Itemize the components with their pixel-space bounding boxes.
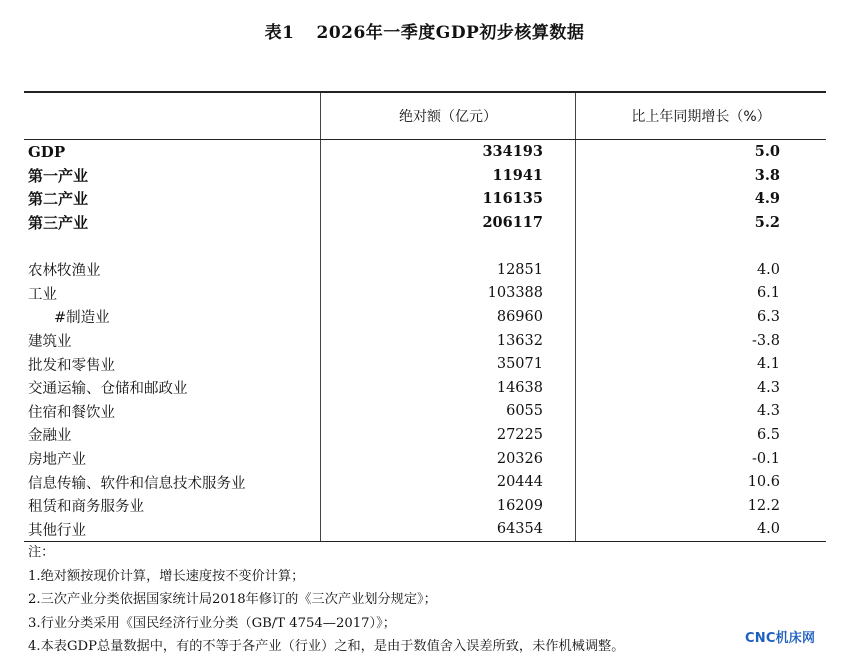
growth-rate-cell: 4.3 (576, 376, 827, 400)
table-row (24, 423, 826, 447)
absolute-value-cell: 20444 (321, 470, 576, 494)
growth-rate-cell: 10.6 (576, 470, 827, 494)
note-item: 4.本表GDP总量数据中，有的不等于各产业（行业）之和，是由于数值舍入误差所致，未作机械调整。 (28, 639, 625, 655)
industry-name-cell: #制造业 (54, 310, 110, 327)
industry-name-cell: 第一产业 (28, 166, 89, 185)
site-watermark: CNC机床网 (745, 631, 816, 646)
industry-name-cell: 农林牧渔业 (28, 263, 101, 280)
table-row (24, 329, 826, 353)
industry-name-cell: 第二产业 (28, 190, 89, 209)
absolute-value-cell: 11941 (321, 164, 576, 188)
growth-rate-cell: 4.9 (576, 187, 827, 211)
industry-name-cell: 批发和零售业 (28, 357, 115, 374)
absolute-value-cell: 14638 (321, 376, 576, 400)
table-number: 表1 (264, 23, 295, 43)
table-row (24, 211, 826, 235)
industry-name-cell: 房地产业 (28, 452, 86, 469)
absolute-value-cell: 86960 (321, 305, 576, 329)
notes-heading: 注： (28, 545, 55, 560)
growth-rate-cell (576, 234, 827, 258)
growth-rate-cell: 6.5 (576, 423, 827, 447)
page-title (0, 18, 849, 43)
table-row (24, 258, 826, 282)
absolute-value-cell: 334193 (321, 140, 576, 164)
growth-rate-cell: 6.3 (576, 305, 827, 329)
growth-rate-cell: 12.2 (576, 494, 827, 518)
header-growth-rate: 比上年同期增长（%） (576, 92, 827, 140)
note-item: 2.三次产业分类依据国家统计局2018年修订的《三次产业划分规定》； (28, 592, 437, 608)
industry-name-cell: 建筑业 (28, 334, 72, 351)
growth-rate-cell: -0.1 (576, 447, 827, 471)
growth-rate-cell: -3.8 (576, 329, 827, 353)
table-row (24, 305, 826, 329)
table-row (24, 187, 826, 211)
industry-name-cell (24, 234, 321, 258)
header-absolute-value: 绝对额（亿元） (321, 92, 576, 140)
absolute-value-cell: 64354 (321, 518, 576, 542)
industry-name-cell: 工业 (28, 286, 57, 303)
table-row (24, 400, 826, 424)
industry-name-cell: 住宿和餐饮业 (28, 404, 115, 421)
note-item: 3.行业分类采用《国民经济行业分类（GB/T 4754—2017）》； (28, 615, 396, 631)
industry-name-cell: 信息传输、软件和信息技术服务业 (28, 475, 246, 492)
absolute-value-cell: 6055 (321, 400, 576, 424)
absolute-value-cell (321, 234, 576, 258)
table-row (24, 470, 826, 494)
growth-rate-cell: 4.3 (576, 400, 827, 424)
table-row (24, 494, 826, 518)
growth-rate-cell: 6.1 (576, 282, 827, 306)
absolute-value-cell: 16209 (321, 494, 576, 518)
absolute-value-cell: 103388 (321, 282, 576, 306)
industry-name-cell: 交通运输、仓储和邮政业 (28, 381, 188, 398)
table-row (24, 352, 826, 376)
industry-name-cell: 租赁和商务服务业 (28, 499, 144, 516)
absolute-value-cell: 12851 (321, 258, 576, 282)
absolute-value-cell: 35071 (321, 352, 576, 376)
absolute-value-cell: 206117 (321, 211, 576, 235)
industry-name-cell: 其他行业 (24, 518, 321, 542)
absolute-value-cell: 13632 (321, 329, 576, 353)
growth-rate-cell: 5.0 (576, 140, 827, 164)
growth-rate-cell: 4.1 (576, 352, 827, 376)
industry-name-cell: GDP (28, 142, 66, 161)
absolute-value-cell: 116135 (321, 187, 576, 211)
industry-name-cell: 第三产业 (28, 214, 89, 233)
table-row (24, 282, 826, 306)
table-header-row (24, 92, 826, 140)
absolute-value-cell: 20326 (321, 447, 576, 471)
growth-rate-cell: 5.2 (576, 211, 827, 235)
growth-rate-cell: 4.0 (576, 518, 827, 542)
table-row (24, 164, 826, 188)
table-row (24, 447, 826, 471)
gdp-table (24, 91, 826, 542)
table-row (24, 518, 826, 542)
notes (28, 541, 828, 659)
absolute-value-cell: 27225 (321, 423, 576, 447)
table-row (24, 376, 826, 400)
note-item: 1.绝对额按现价计算，增长速度按不变价计算； (28, 568, 305, 584)
industry-name-cell: 金融业 (28, 428, 72, 445)
growth-rate-cell: 3.8 (576, 164, 827, 188)
header-industry (24, 92, 321, 140)
table-title: 2026年一季度GDP初步核算数据 (316, 23, 585, 43)
growth-rate-cell: 4.0 (576, 258, 827, 282)
table-spacer-row (24, 234, 826, 258)
table-row (24, 140, 826, 164)
